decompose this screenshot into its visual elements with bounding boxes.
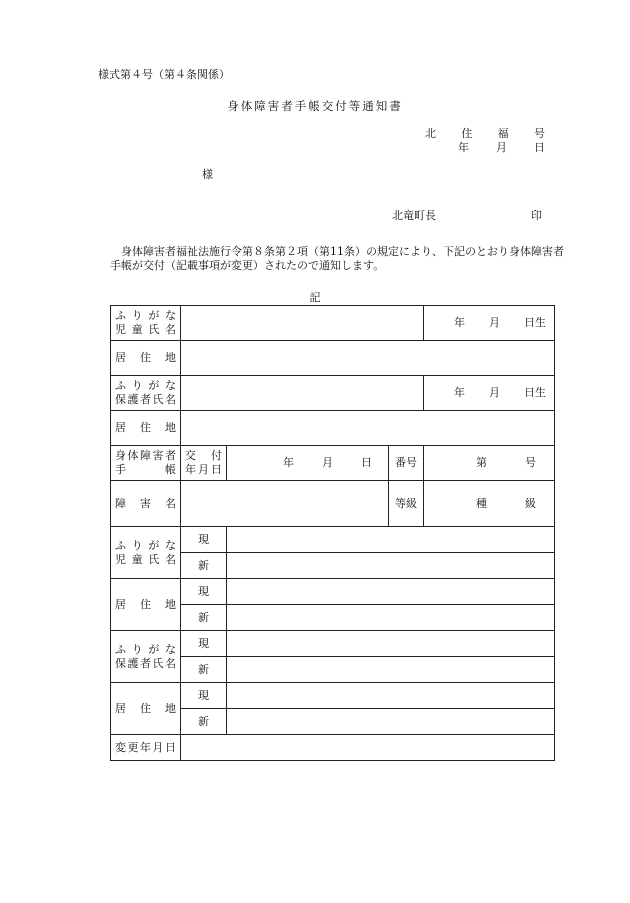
number-field[interactable] — [424, 446, 555, 481]
child-name-label — [111, 306, 181, 341]
techo-label — [111, 446, 181, 481]
grade-kyu: 級 — [525, 496, 536, 510]
table-row — [111, 411, 555, 446]
birth-year: 年 — [454, 316, 465, 329]
birth-day: 日生 — [524, 316, 546, 329]
grade-shu: 種 — [476, 496, 487, 510]
techo-line2: 手帳 — [115, 463, 176, 476]
change-date-text: 変更年月日 — [115, 740, 176, 754]
guardian-name-text: 保護者氏名 — [115, 656, 176, 670]
address-text: 居住地 — [115, 701, 176, 715]
address-change-label — [111, 683, 181, 735]
child-address-field[interactable] — [181, 341, 555, 376]
issue-line1: 交付 — [185, 449, 222, 462]
guardian-address-field[interactable] — [181, 411, 555, 446]
table-row — [111, 735, 555, 761]
child-birth-date[interactable] — [424, 306, 555, 341]
address-text: 居住地 — [115, 351, 176, 364]
table-row — [111, 341, 555, 376]
child-address-current-field[interactable] — [227, 579, 555, 605]
guardian-address-new-field[interactable] — [227, 709, 555, 735]
address-label — [111, 411, 181, 446]
furigana-label: ふりがな — [115, 538, 176, 552]
table-row — [111, 446, 555, 481]
current-mark: 現 — [181, 683, 227, 709]
table-row — [111, 481, 555, 527]
issue-line2: 年月日 — [185, 463, 222, 476]
issuer-name: 北竜町長 — [392, 209, 436, 222]
new-mark: 新 — [181, 709, 227, 735]
table-row — [111, 306, 555, 341]
furigana-label: ふりがな — [115, 379, 176, 392]
issue-date-label — [181, 446, 227, 481]
table-row — [111, 376, 555, 411]
current-mark: 現 — [181, 527, 227, 553]
grade-label: 等級 — [389, 481, 424, 527]
guardian-birth-date[interactable] — [424, 376, 555, 411]
child-name-change-label — [111, 527, 181, 579]
disability-name-text: 障害名 — [115, 496, 176, 510]
current-mark: 現 — [181, 579, 227, 605]
birth-month: 月 — [489, 316, 500, 329]
techo-line1: 身体障害者 — [115, 449, 176, 462]
ki-heading: 記 — [309, 291, 321, 304]
date-day: 日 — [534, 141, 545, 154]
furigana-label: ふりがな — [115, 642, 176, 656]
child-name-current-field[interactable] — [227, 527, 555, 553]
guardian-name-change-label — [111, 631, 181, 683]
guardian-name-label — [111, 376, 181, 411]
disability-name-field[interactable] — [181, 481, 389, 527]
birth-day: 日生 — [524, 386, 546, 399]
guardian-name-current-field[interactable] — [227, 631, 555, 657]
seal-mark: 印 — [531, 209, 542, 222]
disability-name-label — [111, 481, 181, 527]
issue-year: 年 — [283, 456, 294, 469]
date-year: 年 — [458, 141, 469, 154]
new-mark: 新 — [181, 553, 227, 579]
number-dai: 第 — [476, 456, 487, 469]
address-change-label — [111, 579, 181, 631]
number-label: 番号 — [389, 446, 424, 481]
child-name-field[interactable] — [181, 306, 424, 341]
child-name-new-field[interactable] — [227, 553, 555, 579]
docnum-part: 住 — [461, 127, 473, 140]
document-date — [458, 139, 545, 155]
address-text: 居住地 — [115, 597, 176, 611]
grade-field[interactable] — [424, 481, 555, 527]
guardian-address-current-field[interactable] — [227, 683, 555, 709]
new-mark: 新 — [181, 605, 227, 631]
table-row — [111, 683, 555, 709]
body-text: 身体障害者福祉法施行令第８条第２項（第11条）の規定により、下記のとおり身体障害者手帳が交付（記載事項が変更）されたので通知します。 — [110, 245, 564, 272]
new-mark: 新 — [181, 657, 227, 683]
address-text: 居住地 — [115, 421, 176, 434]
document-title: 身体障害者手帳交付等通知書 — [227, 99, 403, 113]
docnum-part: 福 — [497, 127, 509, 140]
issue-month: 月 — [322, 456, 333, 469]
guardian-name-field[interactable] — [181, 376, 424, 411]
addressee-suffix: 様 — [202, 168, 213, 181]
date-month: 月 — [496, 141, 507, 154]
issue-day: 日 — [361, 456, 372, 469]
table-row — [111, 527, 555, 553]
table-row — [111, 579, 555, 605]
current-mark: 現 — [181, 631, 227, 657]
birth-month: 月 — [489, 386, 500, 399]
address-label — [111, 341, 181, 376]
child-name-text: 児童氏名 — [115, 323, 176, 336]
guardian-name-new-field[interactable] — [227, 657, 555, 683]
change-date-label — [111, 735, 181, 761]
furigana-label: ふりがな — [115, 309, 176, 322]
child-name-text: 児童氏名 — [115, 552, 176, 566]
guardian-name-text: 保護者氏名 — [115, 393, 176, 406]
docnum-part: 北 — [425, 127, 436, 140]
table-row — [111, 631, 555, 657]
number-go: 号 — [525, 456, 536, 469]
change-date-field[interactable] — [181, 735, 555, 761]
notification-table — [110, 305, 555, 761]
issue-date-field[interactable] — [227, 446, 389, 481]
birth-year: 年 — [454, 386, 465, 399]
form-number: 様式第４号（第４条関係） — [98, 68, 230, 81]
docnum-part: 号 — [533, 127, 545, 140]
child-address-new-field[interactable] — [227, 605, 555, 631]
